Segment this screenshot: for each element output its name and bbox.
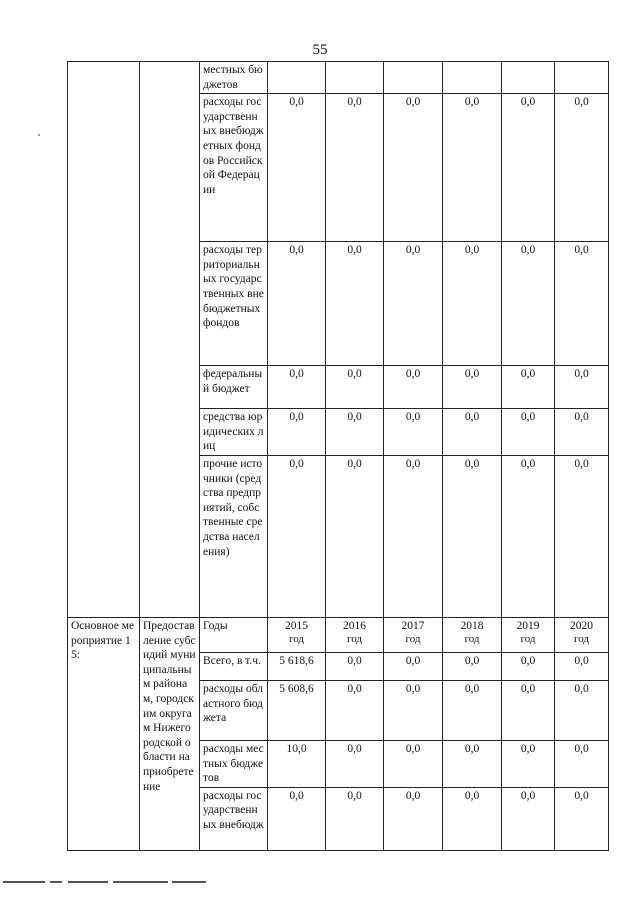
value-cell: 0,0 [502,787,555,850]
scan-edge-line [172,881,206,883]
value-cell: 0,0 [384,652,443,680]
value-cell: 0,0 [443,409,502,456]
value-cell: 0,0 [326,366,384,409]
value-cell [384,62,443,94]
year-number: 2015 [285,619,308,632]
year-number: 2017 [401,619,425,632]
year-unit: год [405,632,421,645]
value-cell: 0,0 [502,94,555,242]
value-cell [443,62,502,94]
value-cell: 0,0 [268,455,326,617]
year-number: 2016 [343,619,366,632]
year-header-cell [268,617,326,652]
value-cell: 0,0 [384,787,443,850]
value-cell: 0,0 [268,787,326,850]
value-cell [555,62,609,94]
year-header-cell [555,617,609,652]
scan-speck [38,134,40,136]
value-cell: 0,0 [326,680,384,740]
funding-source-cell: федеральный бюджет [200,366,268,409]
funding-source-cell: расходы местных бюджетов [200,740,268,787]
scan-edge-line [3,881,45,883]
value-cell: 0,0 [326,242,384,366]
value-cell: 0,0 [326,787,384,850]
value-cell: 0,0 [326,455,384,617]
page-number: 55 [312,42,328,58]
value-cell: 0,0 [502,455,555,617]
year-unit: год [288,632,305,645]
year-unit: год [520,632,536,645]
value-cell: 0,0 [555,740,609,787]
value-cell: 0,0 [555,94,609,242]
value-cell: 0,0 [443,740,502,787]
year-header-cell [326,617,384,652]
value-cell: 0,0 [268,409,326,456]
year-unit: год [346,632,363,645]
value-cell: 0,0 [326,409,384,456]
value-cell: 0,0 [555,366,609,409]
year-unit: год [464,632,480,645]
funding-source-cell: расходы областного бюджета [200,680,268,740]
empty-measure-cell [68,62,140,618]
value-cell: 0,0 [502,740,555,787]
funding-source-cell: Всего, в т.ч. [200,652,268,680]
value-cell: 0,0 [443,652,502,680]
value-cell: 0,0 [443,455,502,617]
value-cell: 0,0 [268,366,326,409]
value-cell: 0,0 [443,366,502,409]
year-header-cell [502,617,555,652]
value-cell: 0,0 [555,787,609,850]
value-cell: 0,0 [384,366,443,409]
value-cell: 0,0 [268,94,326,242]
value-cell: 0,0 [502,652,555,680]
years-label-cell: Годы [200,617,268,652]
value-cell: 10,0 [268,740,326,787]
value-cell: 0,0 [502,242,555,366]
value-cell: 0,0 [555,680,609,740]
value-cell: 0,0 [326,94,384,242]
value-cell: 0,0 [443,94,502,242]
year-number: 2020 [570,619,593,632]
value-cell: 0,0 [384,242,443,366]
value-cell [268,62,326,94]
value-cell: 0,0 [443,242,502,366]
funding-source-cell: расходы государственных внебюджетных фондов Российской Федерации [200,94,268,242]
value-cell: 0,0 [502,680,555,740]
year-number: 2018 [460,619,484,632]
value-cell: 0,0 [384,455,443,617]
years-header-row [68,617,609,652]
value-cell: 5 608,6 [268,680,326,740]
value-cell: 0,0 [384,740,443,787]
value-cell: 0,0 [384,94,443,242]
budget-table [67,61,609,851]
value-cell: 0,0 [384,680,443,740]
measure-name-cell: Основное мероприятие 15: [68,617,140,850]
value-cell: 0,0 [555,455,609,617]
value-cell: 0,0 [326,740,384,787]
value-cell [502,62,555,94]
value-cell: 0,0 [555,652,609,680]
funding-source-cell: средства юридических лиц [200,409,268,456]
value-cell: 5 618,6 [268,652,326,680]
scan-edge-line [68,881,108,883]
funding-source-cell: прочие источники (средства предприятий, собственные средства населения) [200,455,268,617]
table-row [68,62,609,94]
year-header-cell [443,617,502,652]
funding-source-cell: местных бюджетов [200,62,268,94]
value-cell: 0,0 [555,242,609,366]
table-body [68,62,609,851]
empty-description-cell [140,62,200,618]
value-cell: 0,0 [502,366,555,409]
value-cell: 0,0 [268,242,326,366]
value-cell: 0,0 [443,680,502,740]
measure-description-cell: Предоставление субсидий муниципальным районам, городским округам Нижегородской области на приобретение [140,617,200,850]
value-cell: 0,0 [326,652,384,680]
value-cell: 0,0 [443,787,502,850]
year-header-cell [384,617,443,652]
value-cell [326,62,384,94]
scan-edge-line [50,881,62,883]
funding-source-cell: расходы территориальных государственных внебюджетных фондов [200,242,268,366]
value-cell: 0,0 [555,409,609,456]
scan-edge-line [113,881,168,883]
year-unit: год [573,632,590,645]
funding-source-cell: расходы государственных внебюдж [200,787,268,850]
year-number: 2019 [516,619,540,632]
value-cell: 0,0 [502,409,555,456]
value-cell: 0,0 [384,409,443,456]
